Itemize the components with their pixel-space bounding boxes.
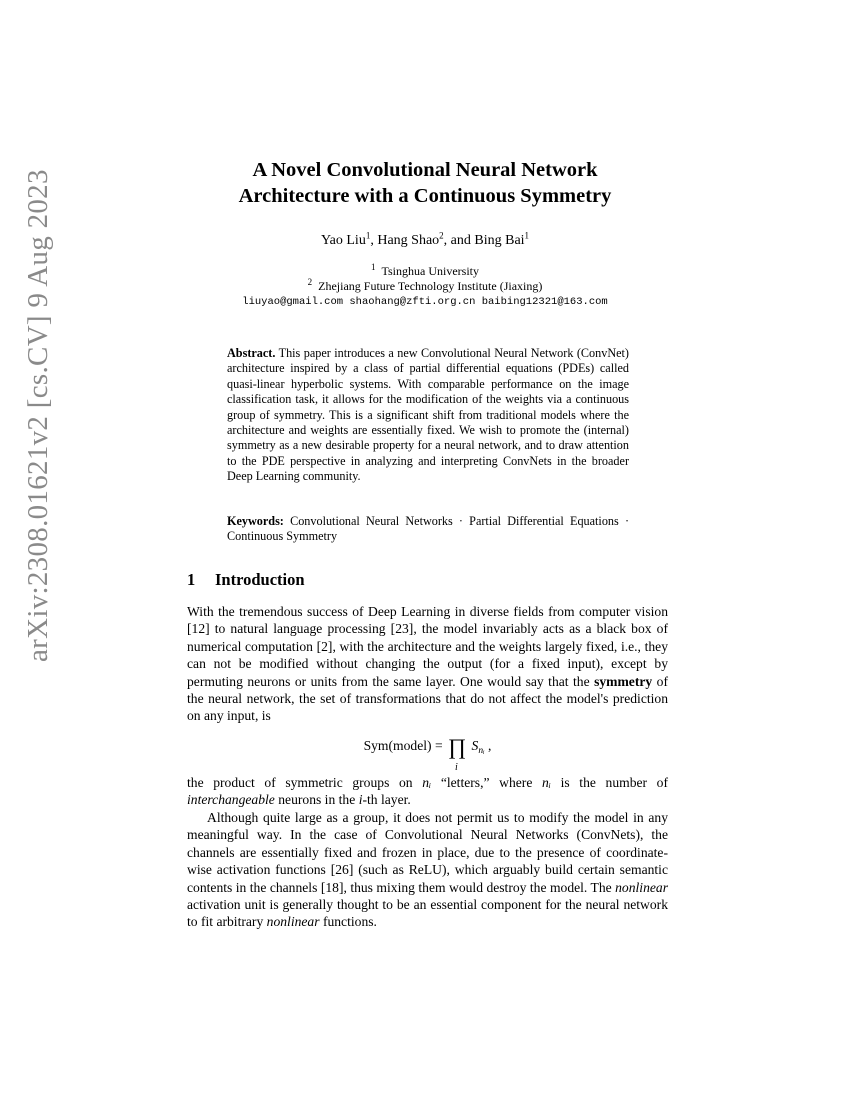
bold-term: symmetry <box>594 673 653 689</box>
abstract-text: This paper introduces a new Convolutional Neural Network (ConvNet) architecture inspired by a class of partial differential equations (PDEs) called quasi-linear hyperbolic systems. With comparable performance on the image classification task, it allows for the modification of the weights via a continuous group of symmetry. This is a significant shift from traditional models where the architecture and weights are essentially fixed. We wish to promote the (internal) symmetry as a new desirable property for a neural network, and to draw attention to the PDE perspective in analyzing and interpreting ConvNets in the broader Deep Learning community. <box>227 346 629 484</box>
arxiv-identifier: arXiv:2308.01621v2 [cs.CV] 9 Aug 2023 <box>22 169 54 662</box>
keywords-label: Keywords: <box>227 514 284 528</box>
author-list: Yao Liu$^1$, Hang Shao$^2$, and Bing Bai$^1$ <box>320 230 530 248</box>
abstract <box>227 346 629 485</box>
keywords-text: Convolutional Neural Networks · Partial Differential Equations · Continuous Symmetry <box>227 514 630 544</box>
affiliation-mark: 1 <box>524 230 530 241</box>
abstract-label: Abstract. <box>227 346 276 360</box>
paragraph: Although quite large as a group, it does not permit us to modify the model in any meaningful way. In the case of Convolutional Neural Networks (ConvNets), the channels are essentially fixed and frozen in place, due to the presence of coordinate-wise activation functions [26] (such as ReLU), which arguably build certain semantic contents in the channels [18], thus mixing them would destroy the model. The nonlinear activation unit is generally thought to be an essential component for the neural network to fit arbitrary nonlinear functions. <box>187 810 668 930</box>
paragraph: the product of symmetric groups on nᵢ “letters,” where nᵢ is the number of interchangeable neurons in the i-th layer. <box>187 775 669 808</box>
author-name: Hang Shao <box>377 233 440 248</box>
paragraph: With the tremendous success of Deep Learning in diverse fields from computer vision [12] to natural language processing [23], the model invariably acts as a black box of numerical computation [2], with the architecture and the weights largely fixed, i.e., they can not be modified without changing the output (for a fixed input), except by permuting neurons or units from the same layer. One would say that the symmetry of the neural network, the set of transformations that do not affect the model's prediction on any input, is <box>187 604 668 724</box>
author-name: Bing Bai <box>474 233 525 248</box>
affiliation-mark: 2 <box>439 230 444 241</box>
section-title: Introduction <box>215 570 305 589</box>
author-name: Yao Liu <box>320 233 366 248</box>
paper-title <box>150 157 700 209</box>
keywords <box>227 514 629 545</box>
title-line-2: Architecture with a Continuous Symmetry <box>238 185 612 207</box>
affiliation: $^1$ Tsinghua University <box>371 262 479 278</box>
section-heading <box>187 570 305 590</box>
affiliation: $^2$ Zhejiang Future Technology Institute (Jiaxing) <box>307 277 543 293</box>
product-operator: ∏ i <box>448 734 467 773</box>
arxiv-side-stamp <box>22 169 62 665</box>
author-emails: liuyao@gmail.com shaohang@zfti.org.cn baibing12321@163.com <box>242 296 608 308</box>
section-number: 1 <box>187 570 196 589</box>
equation: Sym(model) = ∏ i $S_{nᵢ}$ , <box>363 734 492 773</box>
title-line-1: A Novel Convolutional Neural Network <box>252 159 598 181</box>
affiliation-mark: 1 <box>365 230 371 241</box>
